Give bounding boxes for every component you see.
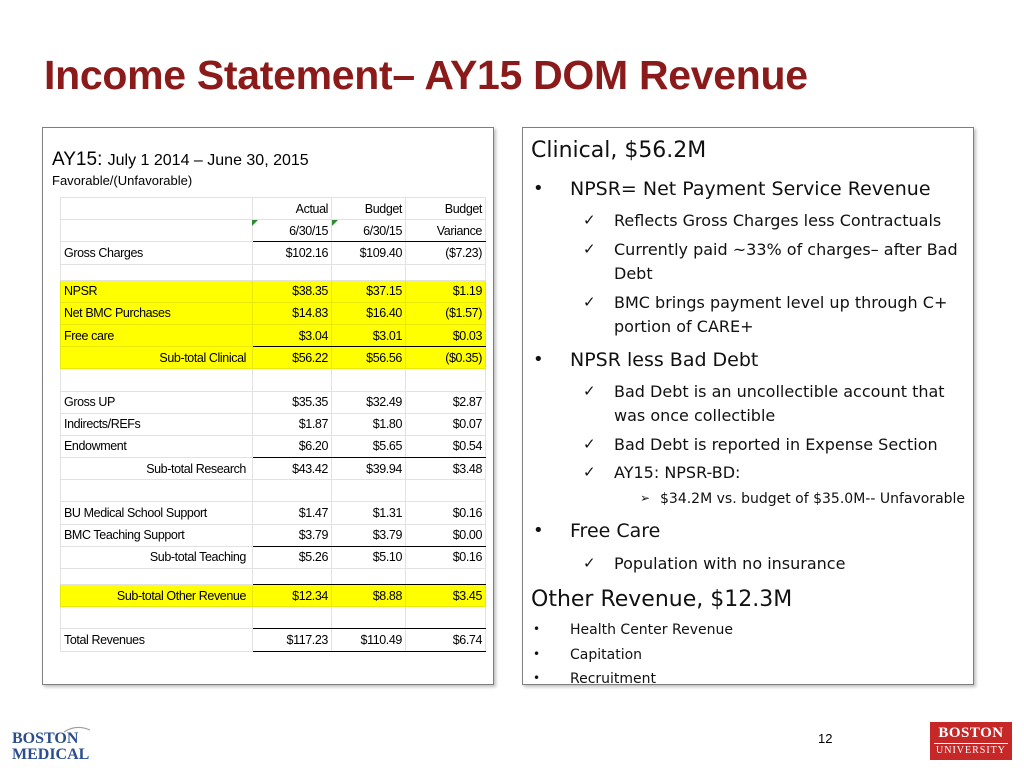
row-label: Sub-total Teaching [61, 546, 253, 568]
variance-cell: ($0.35) [406, 347, 486, 369]
spacer-row [61, 369, 486, 391]
variance-cell: $3.48 [406, 458, 486, 480]
budget-cell: $3.01 [332, 324, 406, 346]
header-row-2 [61, 220, 486, 242]
subtotal-row [61, 458, 486, 480]
slide-title: Income Statement– AY15 DOM Revenue [44, 52, 808, 98]
favorable-note: Favorable/(Unfavorable) [52, 173, 193, 188]
logo-left-line1: BOSTON [12, 730, 79, 747]
bad-debt-point-1-line1: Bad Debt is an uncollectible account that [614, 382, 945, 401]
spacer-row [61, 569, 486, 585]
row-label: BU Medical School Support [61, 502, 253, 524]
checkmark-icon: ✓ [583, 240, 596, 258]
budget-cell: $8.88 [332, 585, 406, 607]
budget-cell: $16.40 [332, 302, 406, 324]
bullet-icon: • [533, 647, 541, 661]
period-dates: July 1 2014 – June 30, 2015 [107, 152, 309, 169]
npsr-point-2-line1: Currently paid ~33% of charges– after Bad [614, 240, 958, 259]
checkmark-icon: ✓ [583, 554, 596, 572]
variance-cell: $0.54 [406, 435, 486, 457]
row-label: BMC Teaching Support [61, 524, 253, 546]
checkmark-icon: ✓ [583, 463, 596, 481]
subtotal-row [61, 347, 486, 369]
variance-cell: $0.07 [406, 413, 486, 435]
actual-cell: $102.16 [253, 242, 332, 264]
table-row [61, 280, 486, 302]
row-label: Free care [61, 324, 253, 346]
variance-cell: $0.03 [406, 324, 486, 346]
variance-cell: $1.19 [406, 280, 486, 302]
npsr-point-3-line2: portion of CARE+ [614, 317, 754, 336]
npsr-point-2-line2: Debt [614, 264, 653, 283]
boston-medical-logo [10, 722, 102, 762]
arrow-bullet-icon: ➢ [640, 491, 651, 505]
spacer-row [61, 480, 486, 502]
row-label: Sub-total Research [61, 458, 253, 480]
table-row [61, 502, 486, 524]
cell-comment-marker [252, 220, 258, 226]
checkmark-icon: ✓ [583, 382, 596, 400]
bullet-icon: • [533, 622, 541, 636]
actual-cell: $12.34 [253, 585, 332, 607]
table-row [61, 242, 486, 264]
spacer-row [61, 607, 486, 629]
variance-cell: $2.87 [406, 391, 486, 413]
bullet-icon: • [533, 178, 544, 199]
npsr-point-1: Reflects Gross Charges less Contractuals [614, 211, 942, 230]
table-row [61, 324, 486, 346]
boston-medical-logo-graphic [10, 722, 102, 762]
variance-cell: ($7.23) [406, 242, 486, 264]
budget-cell: $109.40 [332, 242, 406, 264]
bad-debt-point-2: Bad Debt is reported in Expense Section [614, 435, 938, 454]
cell-comment-marker [332, 220, 338, 226]
budget-cell: $32.49 [332, 391, 406, 413]
budget-cell: $1.80 [332, 413, 406, 435]
period-label [52, 149, 309, 171]
logo-left-line2: MEDICAL [12, 746, 90, 762]
variance-cell: $0.16 [406, 502, 486, 524]
variance-cell: $6.74 [406, 629, 486, 651]
row-label: Gross UP [61, 391, 253, 413]
npsr-definition: NPSR= Net Payment Service Revenue [570, 178, 931, 200]
header-cell: Actual [253, 198, 332, 220]
bad-debt-point-3: AY15: NPSR-BD: [614, 463, 741, 482]
actual-cell: $1.47 [253, 502, 332, 524]
variance-cell: ($1.57) [406, 302, 486, 324]
row-label: Endowment [61, 435, 253, 457]
npsr-point-3-line1: BMC brings payment level up through C+ [614, 293, 948, 312]
actual-cell: $5.26 [253, 546, 332, 568]
budget-cell: $5.10 [332, 546, 406, 568]
row-label: Net BMC Purchases [61, 302, 253, 324]
row-label: Total Revenues [61, 629, 253, 651]
actual-cell: $56.22 [253, 347, 332, 369]
other-item: Health Center Revenue [570, 622, 733, 638]
subtotal-row [61, 546, 486, 568]
row-label: Sub-total Clinical [61, 347, 253, 369]
budget-cell: $1.31 [332, 502, 406, 524]
spacer-row [61, 264, 486, 280]
actual-cell: $43.42 [253, 458, 332, 480]
budget-cell: $56.56 [332, 347, 406, 369]
row-label: Indirects/REFs [61, 413, 253, 435]
actual-cell: $14.83 [253, 302, 332, 324]
other-item: Capitation [570, 647, 643, 663]
checkmark-icon: ✓ [583, 435, 596, 453]
free-care-point-1: Population with no insurance [614, 554, 846, 573]
other-revenue-heading: Other Revenue, $12.3M [531, 587, 793, 612]
actual-cell: $38.35 [253, 280, 332, 302]
actual-cell: $1.87 [253, 413, 332, 435]
bullet-icon: • [533, 520, 544, 541]
actual-cell: $117.23 [253, 629, 332, 651]
npsr-bd-comparison: $34.2M vs. budget of $35.0M-- Unfavorable [660, 491, 966, 507]
header-row-1 [61, 198, 486, 220]
budget-cell: $39.94 [332, 458, 406, 480]
actual-cell: $6.20 [253, 435, 332, 457]
budget-cell: $3.79 [332, 524, 406, 546]
npsr-less-bad-debt: NPSR less Bad Debt [570, 349, 759, 371]
actual-cell: $35.35 [253, 391, 332, 413]
bad-debt-point-1-line2: was once collectible [614, 406, 776, 425]
variance-cell: $3.45 [406, 585, 486, 607]
variance-cell: $0.00 [406, 524, 486, 546]
header-cell: 6/30/15 [253, 220, 332, 242]
boston-university-logo [930, 722, 1012, 760]
budget-cell: $37.15 [332, 280, 406, 302]
row-label: Sub-total Other Revenue [61, 585, 253, 607]
budget-cell: $110.49 [332, 629, 406, 651]
bullet-icon: • [533, 349, 544, 370]
table-row [61, 391, 486, 413]
checkmark-icon: ✓ [583, 293, 596, 311]
free-care-heading: Free Care [570, 520, 661, 542]
header-cell: Budget [406, 198, 486, 220]
table-row [61, 302, 486, 324]
header-cell [61, 198, 253, 220]
revenue-table [60, 197, 486, 652]
period-ay: AY15: [52, 149, 103, 170]
checkmark-icon: ✓ [583, 211, 596, 229]
other-item: Recruitment [570, 671, 657, 687]
header-cell [61, 220, 253, 242]
header-cell: 6/30/15 [332, 220, 406, 242]
logo-right-line1: BOSTON [938, 725, 1004, 741]
clinical-heading: Clinical, $56.2M [531, 138, 707, 163]
variance-cell: $0.16 [406, 546, 486, 568]
table-row [61, 413, 486, 435]
header-cell: Variance [406, 220, 486, 242]
table-row [61, 524, 486, 546]
table-row [61, 435, 486, 457]
subtotal-row [61, 585, 486, 607]
bullet-icon: • [533, 671, 541, 685]
row-label: NPSR [61, 280, 253, 302]
actual-cell: $3.04 [253, 324, 332, 346]
row-label: Gross Charges [61, 242, 253, 264]
actual-cell: $3.79 [253, 524, 332, 546]
page-number: 12 [818, 731, 833, 746]
budget-cell: $5.65 [332, 435, 406, 457]
total-row [61, 629, 486, 651]
logo-right-line2: UNIVERSITY [936, 745, 1006, 756]
header-cell: Budget [332, 198, 406, 220]
